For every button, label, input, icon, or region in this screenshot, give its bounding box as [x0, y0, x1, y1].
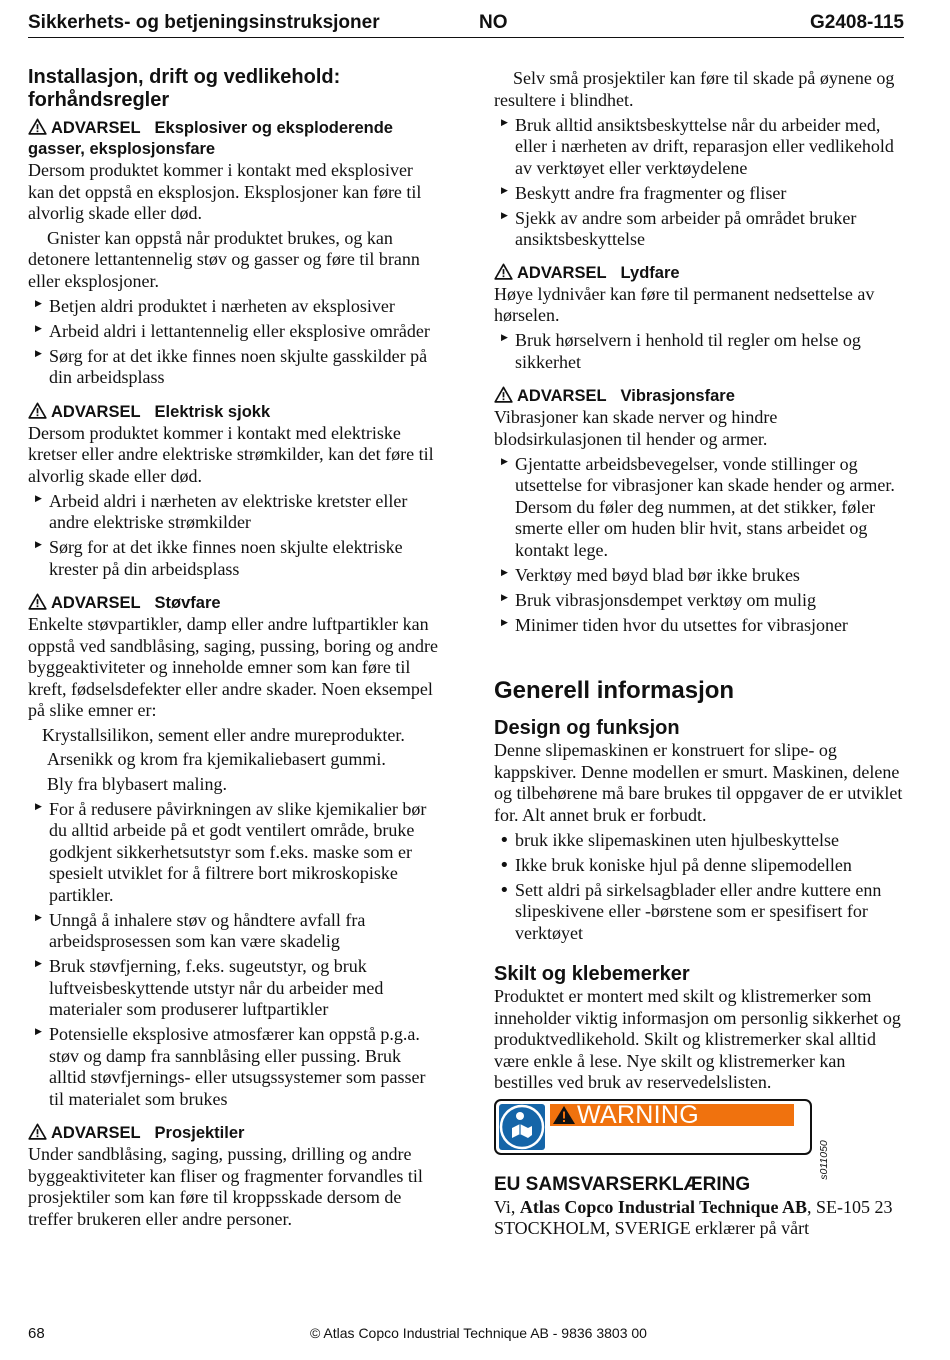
label-code-text: s011050 — [818, 1140, 830, 1180]
list-item: ▶ For å redusere påvirkningen av slike kjemikalier bør du alltid arbeide på et godt ventilert område, bruke godkjent sikkerhetsutstyr som f.eks. maske som er spesielt utviklet for å filtrere bort mikroskopiske partikler. — [28, 799, 440, 907]
warning-triangle-icon — [494, 386, 513, 403]
warning-title: Prosjektiler — [154, 1124, 245, 1142]
paragraph: Gnister kan oppstå når produktet brukes, og kan detonere lettantennelig støv og gasser og føre til brann eller eksplosjoner. — [28, 227, 420, 291]
warning-label-image — [494, 1099, 812, 1155]
warning-label: ADVARSEL — [517, 387, 607, 405]
page-header — [28, 12, 904, 38]
warning-title: Eksplosiver og eksploderende gasser, eksplosjonsfare — [28, 119, 393, 158]
list-item: ▶ Sjekk av andre som arbeider på området bruker ansiktsbeskyttelse — [494, 208, 906, 251]
warning-banner-text: WARNING — [577, 1103, 699, 1126]
list-item: ▶ Arbeid aldri i lettantennelig eller eksplosive områder — [28, 321, 440, 343]
section-title: Installasjon, drift og vedlikehold: forhåndsregler — [28, 66, 341, 111]
warning-title: Elektrisk sjokk — [154, 402, 271, 421]
warning-heading — [28, 118, 440, 160]
list-item: ▶ Potensielle eksplosive atmosfærer kan oppstå p.g.a. støv og damp fra sannblåsing eller pussing. Bruk alltid støvfjernings- eller utsugssystemer som passer til materialet som brukes — [28, 1024, 440, 1110]
example-item: Krystallsilikon, sement eller andre mureprodukter. — [42, 724, 405, 745]
warning-label: ADVARSEL — [517, 263, 607, 282]
product-code: G2408-115 — [809, 12, 904, 33]
eu-text-post: , SE-105 23 STOCKHOLM, SVERIGE erklærer på vårt — [494, 1196, 893, 1238]
warning-title: Vibrasjonsfare — [620, 387, 735, 405]
warning-triangle-icon — [28, 402, 47, 419]
paragraph: Selv små prosjektiler kan føre til skade på øynene og resultere i blindhet. — [494, 68, 895, 110]
warning-triangle-icon — [494, 263, 513, 280]
warning-heading — [28, 593, 440, 614]
warning-triangle-icon — [28, 593, 47, 610]
paragraph: Høye lydnivåer kan føre til permanent nedsettelse av hørselen. — [494, 283, 875, 325]
paragraph: Produktet er montert med skilt og klistremerker som inneholder viktig informasjon om personlig sikkerhet og produktvedlikehold. Skilt og klistremerker skal alltid være enkle å lese. Nye skilt og klistremerker kan bestilles ved bruk av reservedelslisten. — [494, 986, 901, 1092]
warning-label: ADVARSEL — [51, 594, 141, 612]
label-code — [817, 1138, 831, 1182]
paragraph: Dersom produktet kommer i kontakt med eksplosiver kan det oppstå en eksplosjon. Eksplosjoner kan føre til alvorlig skade eller død. — [28, 160, 422, 223]
warning-heading — [494, 386, 906, 407]
list-item: • Ikke bruk koniske hjul på denne slipemodellen — [494, 855, 906, 877]
list-item: ▶ Bruk hørselvern i henhold til regler om helse og sikkerhet — [494, 330, 906, 373]
list-item: ▶ Arbeid aldri i nærheten av elektriske kretster eller andre elektriske strømkilder — [28, 491, 440, 534]
list-item: ▶ Sørg for at det ikke finnes noen skjulte elektriske krester på din arbeidsplass — [28, 537, 440, 580]
paragraph: Dersom produktet kommer i kontakt med elektriske kretser eller andre elektriske strømkilder, kan det føre til alvorlig skade eller død. — [28, 422, 434, 486]
company-name: Atlas Copco Industrial Technique AB — [519, 1196, 807, 1217]
list-item: ▶ Sørg for at det ikke finnes noen skjulte gasskilder på din arbeidsplass — [28, 346, 440, 389]
example-item: Bly fra blybasert maling. — [47, 773, 227, 794]
paragraph: Under sandblåsing, saging, pussing, drilling og andre byggeaktiviteter kan fliser og fragmenter forvandles til prosjektiler som kan føre til kroppsskade dersom de treffer brukeren eller andre personer. — [28, 1144, 423, 1229]
bullet-list — [28, 491, 440, 581]
list-item: ▶ Unngå å inhalere støv og håndtere avfall fra arbeidsprosessen som kan være skadelig — [28, 910, 440, 953]
list-item: • bruk ikke slipemaskinen uten hjulbeskyttelse — [494, 830, 906, 852]
warning-triangle-icon — [552, 1105, 576, 1125]
list-item: ▶ Bruk støvfjerning, f.eks. sugeutstyr, og bruk luftveisbeskyttende utstyr når du arbeider med materialer som produserer luftpartikler — [28, 956, 440, 1021]
warning-banner — [550, 1104, 794, 1126]
warning-label: ADVARSEL — [51, 402, 141, 421]
list-item: ▶ Bruk alltid ansiktsbeskyttelse når du arbeider med, eller i nærheten av drift, reparasjon eller vedlikehold av verktøyet eller verktøydelene — [494, 115, 906, 180]
warning-title: Støvfare — [154, 594, 221, 612]
subsection-title: EU SAMSVARSERKLÆRING — [494, 1173, 751, 1195]
read-manual-icon — [499, 1104, 545, 1150]
warning-label: ADVARSEL — [51, 1124, 141, 1142]
copyright-notice: © Atlas Copco Industrial Technique AB - 9836 3803 00 — [310, 1325, 647, 1341]
paragraph: Enkelte støvpartikler, damp eller andre luftpartikler kan oppstå ved sandblåsing, saging, pussing, boring og andre byggeaktiviteter og inneholde emner som kan føre til kreft, fødselsdefekter eller andre skader. Noen eksempel på slike emner er: — [28, 614, 438, 720]
subsection-title: Design og funksjon — [494, 717, 680, 739]
warning-heading — [28, 402, 440, 423]
warning-heading — [28, 1123, 440, 1144]
list-item: • Sett aldri på sirkelsagblader eller andre kuttere enn slipeskivene eller -børstene som er spesifisert for verktøyet — [494, 880, 906, 945]
paragraph: Vibrasjoner kan skade nerver og hindre blodsirkulasjonen til hender og armer. — [494, 407, 778, 449]
language-code: NO — [479, 12, 508, 33]
list-item: ▶ Gjentatte arbeidsbevegelser, vonde stillinger og utsettelse for vibrasjoner kan skade hender og armer. Dersom du føler deg nummen, at det stikker, føler smerte eller om huden blir hvit, stans arbeidet og kontakt lege. — [494, 454, 906, 562]
bullet-list — [28, 799, 440, 1111]
bullet-list — [494, 115, 906, 251]
list-item: ▶ Betjen aldri produktet i nærheten av eksplosiver — [28, 296, 440, 318]
bullet-list — [494, 330, 906, 373]
warning-triangle-icon — [28, 1123, 47, 1140]
left-column — [28, 66, 440, 1230]
warning-heading — [494, 263, 906, 284]
warning-triangle-icon — [28, 118, 47, 135]
bullet-list — [494, 454, 906, 637]
warning-title: Lydfare — [620, 263, 680, 282]
document-title: Sikkerhets- og betjeningsinstruksjoner — [28, 12, 380, 33]
bullet-list — [28, 296, 440, 389]
bullet-list — [494, 830, 906, 945]
list-item: ▶ Verktøy med bøyd blad bør ikke brukes — [494, 565, 906, 587]
example-item: Arsenikk og krom fra kjemikaliebasert gummi. — [47, 749, 386, 769]
list-item: ▶ Minimer tiden hvor du utsettes for vibrasjoner — [494, 615, 906, 637]
right-column — [494, 68, 906, 1240]
subsection-title: Skilt og klebemerker — [494, 963, 690, 985]
paragraph: Denne slipemaskinen er konstruert for slipe- og kappskiver. Denne modellen er smurt. Maskinen, delene og tilbehørene må bare brukes til oppgaver de er utviklet for. Alt annet bruk er forbudt. — [494, 740, 903, 825]
list-item: ▶ Beskytt andre fra fragmenter og fliser — [494, 183, 906, 205]
paragraph — [494, 1197, 906, 1240]
warning-label: ADVARSEL — [51, 119, 141, 137]
section-title: Generell informasjon — [494, 677, 735, 704]
eu-text-pre: Vi, — [494, 1196, 520, 1217]
page-footer — [28, 1325, 904, 1345]
page-number: 68 — [28, 1325, 45, 1342]
list-item: ▶ Bruk vibrasjonsdempet verktøy om mulig — [494, 590, 906, 612]
